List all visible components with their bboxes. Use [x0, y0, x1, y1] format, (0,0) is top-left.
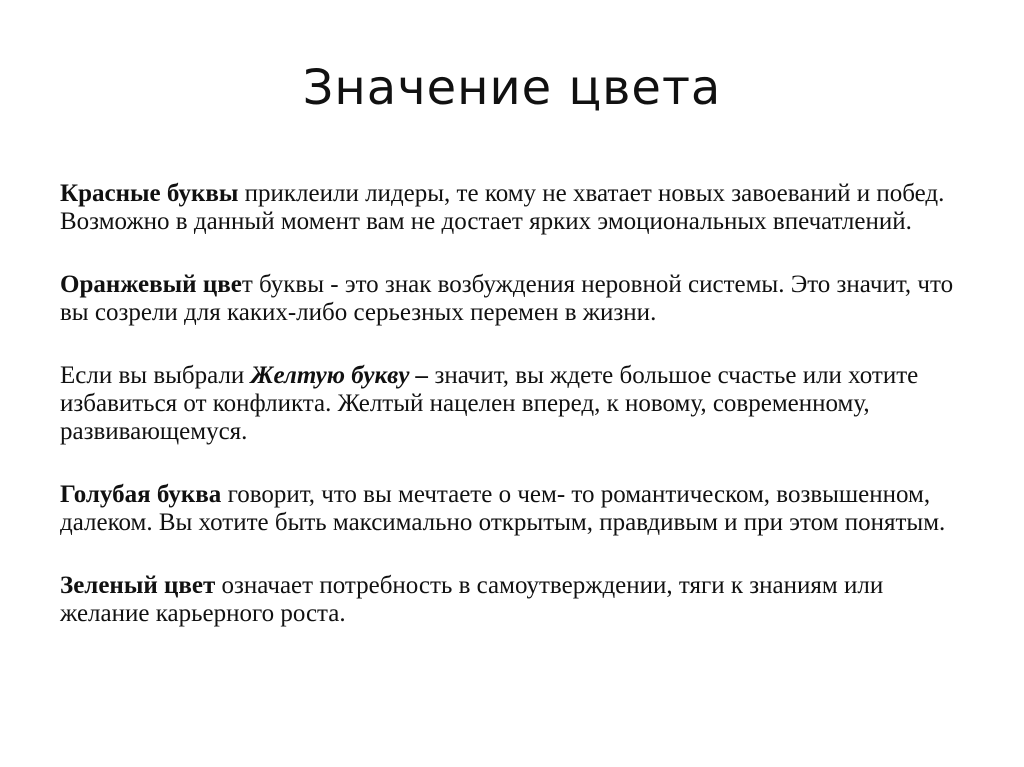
paragraph-lead	[251, 362, 429, 389]
paragraph-text: т буквы - это знак возбуждения неровной системы. Это значит, что вы созрели для каких-либо серьезных перемен в жизни.	[60, 271, 954, 326]
paragraph-lead: Оранжевый цве	[60, 271, 242, 298]
paragraph-text: приклеили лидеры, те кому не хватает новых завоеваний и побед. Возможно в данный момент вам не достает ярких эмоциональных впечатлений.	[60, 180, 945, 235]
paragraph-green	[60, 572, 975, 628]
slide-title: Значение цвета	[302, 60, 722, 116]
paragraph-prefix: Если вы выбрали	[60, 362, 251, 389]
paragraph-red	[60, 180, 975, 236]
paragraph-lead: Зеленый цвет	[60, 572, 216, 599]
paragraph-text: значит, вы ждете большое счастье или хотите избавиться от конфликта. Желтый нацелен вперед, к новому, современному, развивающемуся.	[60, 362, 919, 445]
paragraph-lead-italic: Желтую букву –	[250, 362, 429, 389]
paragraph-orange	[60, 271, 975, 327]
slide-body	[60, 180, 975, 663]
paragraph-yellow	[60, 362, 975, 446]
paragraph-text: означает потребность в самоутверждении, тяги к знаниям или желание карьерного роста.	[60, 572, 884, 627]
paragraph-text: говорит, что вы мечтаете о чем- то романтическом, возвышенном, далеком. Вы хотите быть максимально открытым, правдивым и при этом понятым.	[60, 481, 946, 536]
paragraph-blue	[60, 481, 975, 537]
paragraph-lead: Красные буквы	[60, 180, 239, 207]
paragraph-lead: Голубая буква	[60, 481, 222, 508]
